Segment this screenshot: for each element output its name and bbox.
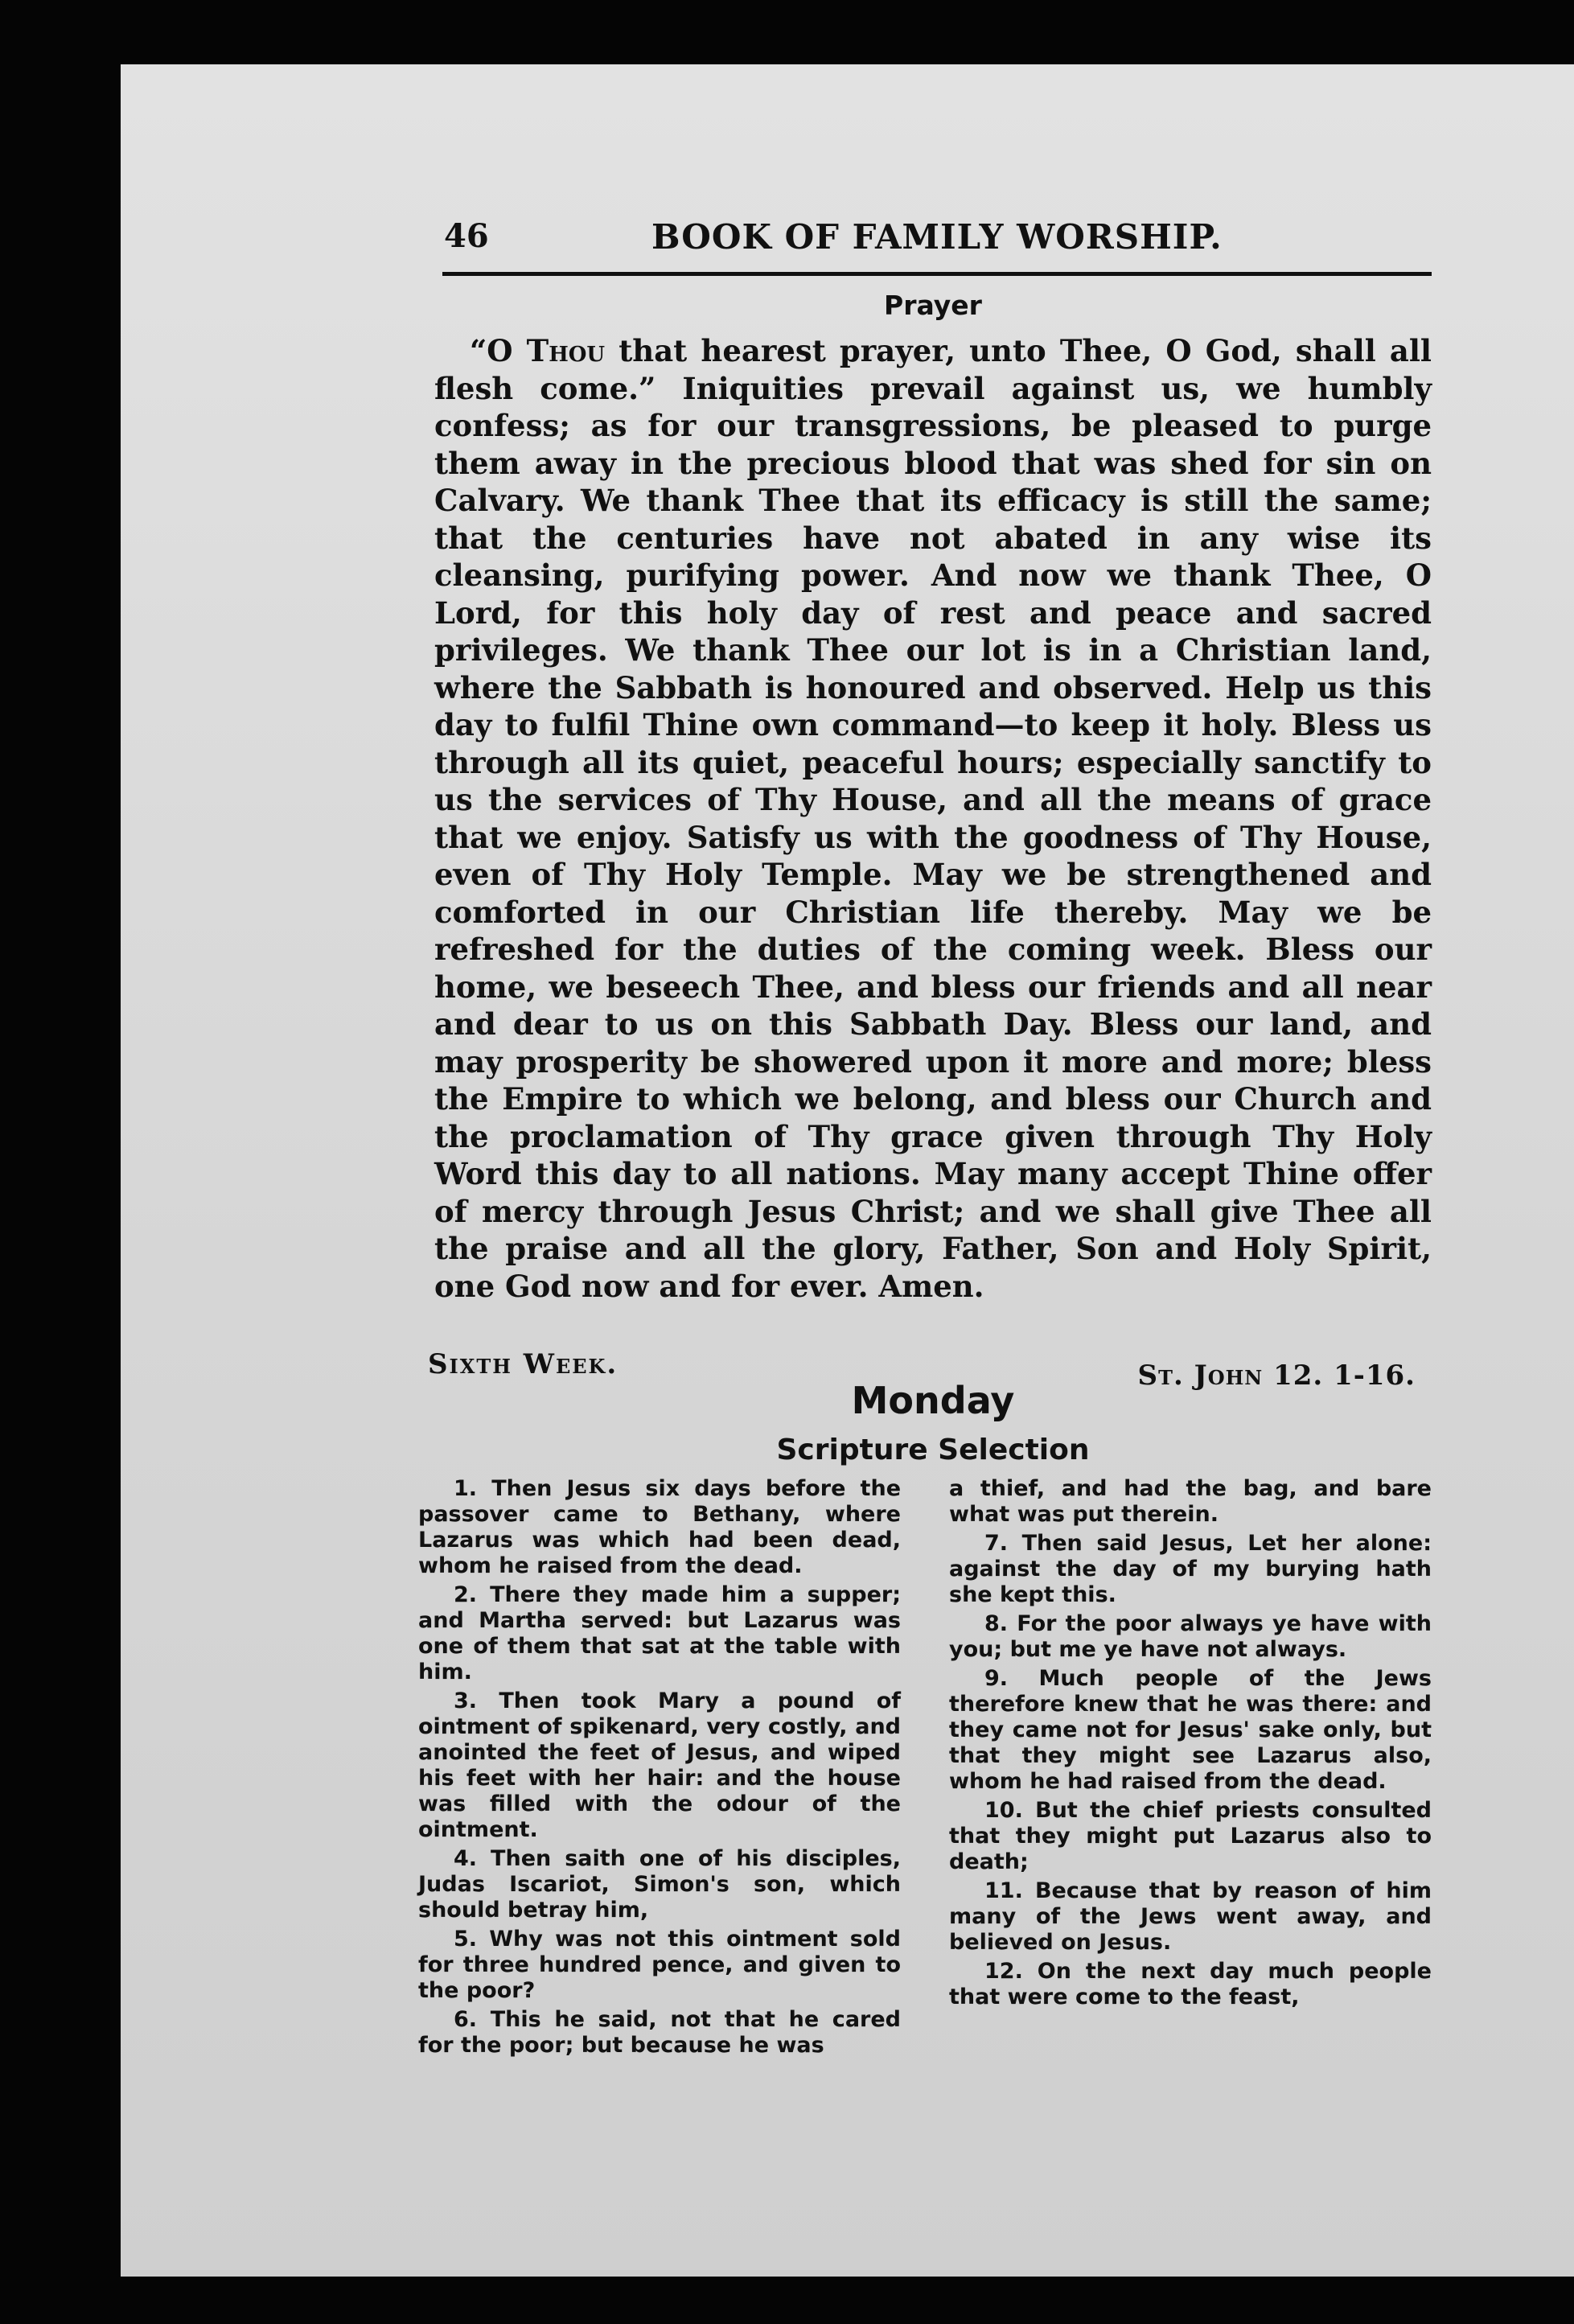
prayer-heading: Prayer [884,290,982,321]
verse: 5. Why was not this ointment sold for three hundred pence, and given to the poor? [418,1927,901,2003]
verse: 6. This he said, not that he cared for the poor; but because he was [418,2007,901,2058]
prayer-body-text: that hearest prayer, unto Thee, O God, shall all flesh come.” Iniquities prevail against us, we humbly confess; as for our transgressions, be pleased to purge them away in the precious blood that was shed for sin on Calvary. We thank Thee that its efficacy is still the same; that the centuries have not abated in any wise its cleansing, purifying power. And now we thank Thee, O Lord, for this holy day of rest and peace and sacred privileges. We thank Thee our lot is in a Christian land, where the Sabbath is honoured and observed. Help us this day to fulfil Thine own command—to keep it holy. Bless us through all its quiet, peaceful hours; especially sanctify to us the services of Thy House, and all the means of grace that we enjoy. Satisfy us with the goodness of Thy House, even of Thy Holy Temple. May we be strengthened and comforted in our Christian life thereby. May we be refreshed for the duties of the coming week. Bless our home, we beseech Thee, and bless our friends and all near and dear to us on this Sabbath Day. Bless our land, and may prosperity be showered upon it more and more; bless the Empire to which we belong, and bless our Church and the proclamation of Thy grace given through Thy Holy Word this day to all nations. May many accept Thine offer of mercy through Jesus Christ; and we shall give Thee all the praise and all the glory, Father, Son and Holy Spirit, one God now and for ever. Amen. [434,333,1432,1304]
verse: 11. Because that by reason of him many of the Jews went away, and believed on Jesus. [949,1878,1432,1955]
page-content [418,201,1432,2062]
scripture-columns [418,1476,1432,2062]
verse: 12. On the next day much people that were come to the feast, [949,1959,1432,2009]
scripture-left-column [418,1476,901,2062]
verse: 2. There they made him a supper; and Martha served: but Lazarus was one of them that sat at the table with him. [418,1582,901,1684]
scripture-reference: St. John 12. 1-16. [1137,1359,1416,1392]
verse: 8. For the poor always ye have with you; but me ye have not always. [949,1611,1432,1662]
verse: 9. Much people of the Jews therefore knew that he was there: and they came not for Jesus' sake only, but that they might see Lazarus also, whom he had raised from the dead. [949,1666,1432,1794]
prayer-text [434,332,1432,1305]
day-heading: Monday [851,1379,1015,1422]
page-number: 46 [444,217,489,255]
verse: 1. Then Jesus six days before the passover came to Bethany, where Lazarus was which had been dead, whom he raised from the dead. [418,1476,901,1578]
running-head [434,201,1432,257]
verse: 3. Then took Mary a pound of ointment of spikenard, very costly, and anointed the feet of Jesus, and wiped his feet with her hair: and the house was filled with the odour of the ointment. [418,1688,901,1842]
verse: 7. Then said Jesus, Let her alone: against the day of my burying hath she kept this. [949,1531,1432,1607]
week-label: Sixth Week. [428,1348,619,1380]
week-line [428,1339,1432,1392]
scripture-heading: Scripture Selection [776,1433,1090,1466]
verse: 10. But the chief priests consulted that they might put Lazarus also to death; [949,1798,1432,1874]
book-title: BOOK OF FAMILY WORSHIP. [651,217,1223,257]
scripture-right-column [949,1476,1432,2062]
verse: 4. Then saith one of his disciples, Judas Iscariot, Simon's son, which should betray him, [418,1846,901,1923]
header-rule [442,272,1432,276]
prayer-opening-quote: “O [470,333,527,368]
prayer-opening-word: Thou [526,333,606,368]
verse-continuation: a thief, and had the bag, and bare what was put therein. [949,1476,1432,1527]
